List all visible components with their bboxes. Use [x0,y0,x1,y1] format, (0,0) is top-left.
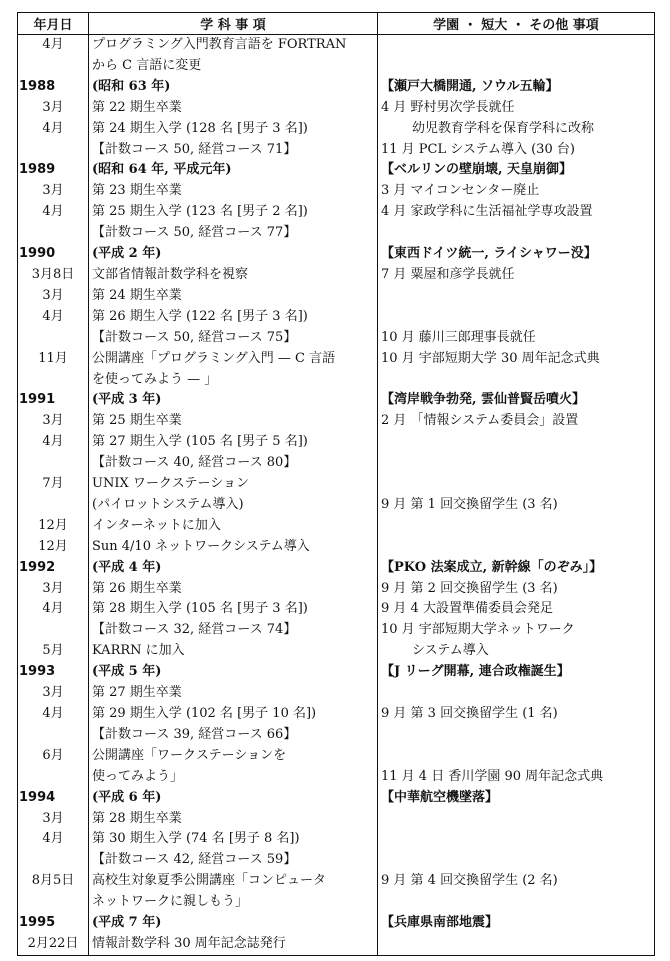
date-cell: 3月 [18,579,89,600]
department-event-cell: (昭和 63 年) [89,77,378,98]
table-row [18,56,655,77]
department-event-cell: 第 26 期生卒業 [89,579,378,600]
other-event-cell: 9 月 4 大設置準備委員会発足 [378,599,655,620]
department-event-cell: (パイロットシステム導入) [89,495,378,516]
department-event-cell: 第 22 期生卒業 [89,98,378,119]
department-event-cell: 第 24 期生入学 (128 名 [男子 3 名]) [89,119,378,140]
other-event-cell: 幼児教育学科を保育学科に改称 [378,119,655,140]
table-row [18,349,655,370]
table-row [18,516,655,537]
date-cell: 4月 [18,432,89,453]
table-row [18,892,655,913]
table-row [18,579,655,600]
other-event-cell [378,35,655,56]
department-event-cell: KARRN に加入 [89,641,378,662]
department-event-cell: ネットワークに親しもう」 [89,892,378,913]
department-event-cell: を使ってみよう — 」 [89,370,378,391]
table-row [18,871,655,892]
other-event-cell: 9 月 第 1 回交換留学生 (3 名) [378,495,655,516]
table-row [18,599,655,620]
other-event-cell: 11 月 PCL システム導入 (30 台) [378,140,655,161]
other-event-cell [378,474,655,495]
other-event-cell: 2 月 「情報システム委員会」設置 [378,411,655,432]
date-cell: 4月 [18,307,89,328]
date-cell: 4月 [18,599,89,620]
table-row [18,307,655,328]
date-cell: 1989 [18,160,89,181]
date-cell [18,850,89,871]
other-column-header: 学園 ・ 短大 ・ その他 事項 [378,13,655,35]
department-event-cell: 第 26 期生入学 (122 名 [男子 3 名]) [89,307,378,328]
date-cell: 3月 [18,683,89,704]
table-row [18,411,655,432]
year-row [18,558,655,579]
table-row [18,202,655,223]
date-column-header: 年月日 [18,13,89,35]
date-cell: 3月 [18,809,89,830]
department-event-cell: から C 言語に変更 [89,56,378,77]
date-cell: 4月 [18,704,89,725]
date-cell: 3月8日 [18,265,89,286]
year-row [18,913,655,934]
department-event-cell: (平成 6 年) [89,788,378,809]
date-cell: 1992 [18,558,89,579]
department-event-cell: 文部省情報計数学科を視察 [89,265,378,286]
other-event-cell: 9 月 第 4 回交換留学生 (2 名) [378,871,655,892]
date-cell [18,370,89,391]
date-cell: 1993 [18,662,89,683]
other-event-cell: 10 月 宇部短期大学 30 周年記念式典 [378,349,655,370]
table-row [18,850,655,871]
table-row [18,641,655,662]
date-cell: 3月 [18,181,89,202]
other-event-cell [378,746,655,767]
other-event-cell: 【J リーグ開幕, 連合政権誕生】 [378,662,655,683]
other-event-cell: 【ベルリンの壁崩壊, 天皇崩御】 [378,160,655,181]
date-cell: 4月 [18,829,89,850]
other-event-cell [378,683,655,704]
department-event-cell: (平成 2 年) [89,244,378,265]
table-header-row [18,13,655,35]
date-cell [18,140,89,161]
department-event-cell: (昭和 64 年, 平成元年) [89,160,378,181]
date-cell: 11月 [18,349,89,370]
department-column-header: 学 科 事 項 [89,13,378,35]
other-event-cell: 3 月 マイコンセンター廃止 [378,181,655,202]
department-event-cell: プログラミング入門教育言語を FORTRAN [89,35,378,56]
department-event-cell: 【計数コース 32, 経営コース 74】 [89,620,378,641]
other-event-cell: 4 月 家政学科に生活福祉学専攻設置 [378,202,655,223]
table-row [18,829,655,850]
other-event-cell [378,370,655,391]
date-cell [18,495,89,516]
other-event-cell: 【兵庫県南部地震】 [378,913,655,934]
table-row [18,370,655,391]
department-event-cell: 【計数コース 42, 経営コース 59】 [89,850,378,871]
other-event-cell: 9 月 第 3 回交換留学生 (1 名) [378,704,655,725]
year-row [18,390,655,411]
table-row [18,537,655,558]
table-row [18,265,655,286]
other-event-cell: 【東西ドイツ統一, ライシャワー没】 [378,244,655,265]
date-cell: 7月 [18,474,89,495]
department-event-cell: 第 27 期生入学 (105 名 [男子 5 名]) [89,432,378,453]
date-cell [18,767,89,788]
department-event-cell: (平成 7 年) [89,913,378,934]
other-event-cell [378,223,655,244]
date-cell: 1991 [18,390,89,411]
department-event-cell: 公開講座「プログラミング入門 — C 言語 [89,349,378,370]
date-cell: 4月 [18,202,89,223]
date-cell: 2月22日 [18,934,89,955]
other-event-cell [378,286,655,307]
department-event-cell: Sun 4/10 ネットワークシステム導入 [89,537,378,558]
year-row [18,662,655,683]
history-table [17,12,655,956]
department-event-cell: 【計数コース 50, 経営コース 77】 [89,223,378,244]
department-event-cell: (平成 3 年) [89,390,378,411]
department-event-cell: 第 24 期生卒業 [89,286,378,307]
other-event-cell [378,725,655,746]
other-event-cell [378,809,655,830]
department-event-cell: 第 28 期生入学 (105 名 [男子 3 名]) [89,599,378,620]
other-event-cell: 10 月 藤川三郎理事長就任 [378,328,655,349]
department-event-cell: 第 25 期生卒業 [89,411,378,432]
department-event-cell: 第 29 期生入学 (102 名 [男子 10 名]) [89,704,378,725]
table-body [18,35,655,956]
department-event-cell: 公開講座「ワークステーションを [89,746,378,767]
other-event-cell [378,56,655,77]
table-row [18,181,655,202]
department-event-cell: インターネットに加入 [89,516,378,537]
table-row [18,725,655,746]
date-cell [18,892,89,913]
date-cell: 5月 [18,641,89,662]
department-event-cell: 【計数コース 50, 経営コース 71】 [89,140,378,161]
department-event-cell: 【計数コース 40, 経営コース 80】 [89,453,378,474]
other-event-cell [378,453,655,474]
other-event-cell: 7 月 粟屋和彦学長就任 [378,265,655,286]
year-row [18,160,655,181]
department-event-cell: 情報計数学科 30 周年記念誌発行 [89,934,378,955]
table-row [18,809,655,830]
department-event-cell: (平成 4 年) [89,558,378,579]
department-event-cell: 第 30 期生入学 (74 名 [男子 8 名]) [89,829,378,850]
date-cell [18,453,89,474]
date-cell [18,620,89,641]
table-row [18,767,655,788]
other-event-cell: 11 月 4 日 香川学園 90 周年記念式典 [378,767,655,788]
table-row [18,453,655,474]
other-event-cell [378,850,655,871]
table-row [18,683,655,704]
department-event-cell: (平成 5 年) [89,662,378,683]
date-cell: 4月 [18,119,89,140]
other-event-cell [378,516,655,537]
other-event-cell: 【中華航空機墜落】 [378,788,655,809]
department-event-cell: 第 25 期生入学 (123 名 [男子 2 名]) [89,202,378,223]
table-row [18,223,655,244]
date-cell [18,328,89,349]
department-event-cell: 第 27 期生卒業 [89,683,378,704]
department-event-cell: 第 28 期生卒業 [89,809,378,830]
other-event-cell [378,307,655,328]
date-cell [18,725,89,746]
other-event-cell [378,829,655,850]
other-event-cell [378,934,655,955]
date-cell: 6月 [18,746,89,767]
department-event-cell: 使ってみよう」 [89,767,378,788]
date-cell: 4月 [18,35,89,56]
other-event-cell [378,892,655,913]
date-cell: 1988 [18,77,89,98]
date-cell: 1990 [18,244,89,265]
table-row [18,119,655,140]
year-row [18,77,655,98]
department-event-cell: 【計数コース 39, 経営コース 66】 [89,725,378,746]
table-row [18,746,655,767]
table-row [18,495,655,516]
table-row [18,704,655,725]
department-event-cell: 高校生対象夏季公開講座「コンピュータ [89,871,378,892]
department-event-cell: 【計数コース 50, 経営コース 75】 [89,328,378,349]
table-row [18,328,655,349]
department-event-cell: UNIX ワークステーション [89,474,378,495]
table-row [18,140,655,161]
date-cell: 12月 [18,516,89,537]
date-cell [18,56,89,77]
table-row [18,934,655,955]
table-row [18,98,655,119]
other-event-cell: 9 月 第 2 回交換留学生 (3 名) [378,579,655,600]
date-cell: 3月 [18,98,89,119]
other-event-cell: システム導入 [378,641,655,662]
table-row [18,286,655,307]
table-row [18,432,655,453]
other-event-cell: 4 月 野村男次学長就任 [378,98,655,119]
table-row [18,35,655,56]
history-sheet [17,12,654,956]
date-cell [18,223,89,244]
date-cell: 3月 [18,411,89,432]
other-event-cell [378,432,655,453]
table-row [18,620,655,641]
table-row [18,474,655,495]
date-cell: 3月 [18,286,89,307]
other-event-cell [378,537,655,558]
other-event-cell: 10 月 宇部短期大学ネットワーク [378,620,655,641]
other-event-cell: 【PKO 法案成立, 新幹線「のぞみ」】 [378,558,655,579]
date-cell: 12月 [18,537,89,558]
date-cell: 1994 [18,788,89,809]
other-event-cell: 【湾岸戦争勃発, 雲仙普賢岳噴火】 [378,390,655,411]
year-row [18,244,655,265]
other-event-cell: 【瀬戸大橋開通, ソウル五輪】 [378,77,655,98]
date-cell: 8月5日 [18,871,89,892]
department-event-cell: 第 23 期生卒業 [89,181,378,202]
date-cell: 1995 [18,913,89,934]
year-row [18,788,655,809]
